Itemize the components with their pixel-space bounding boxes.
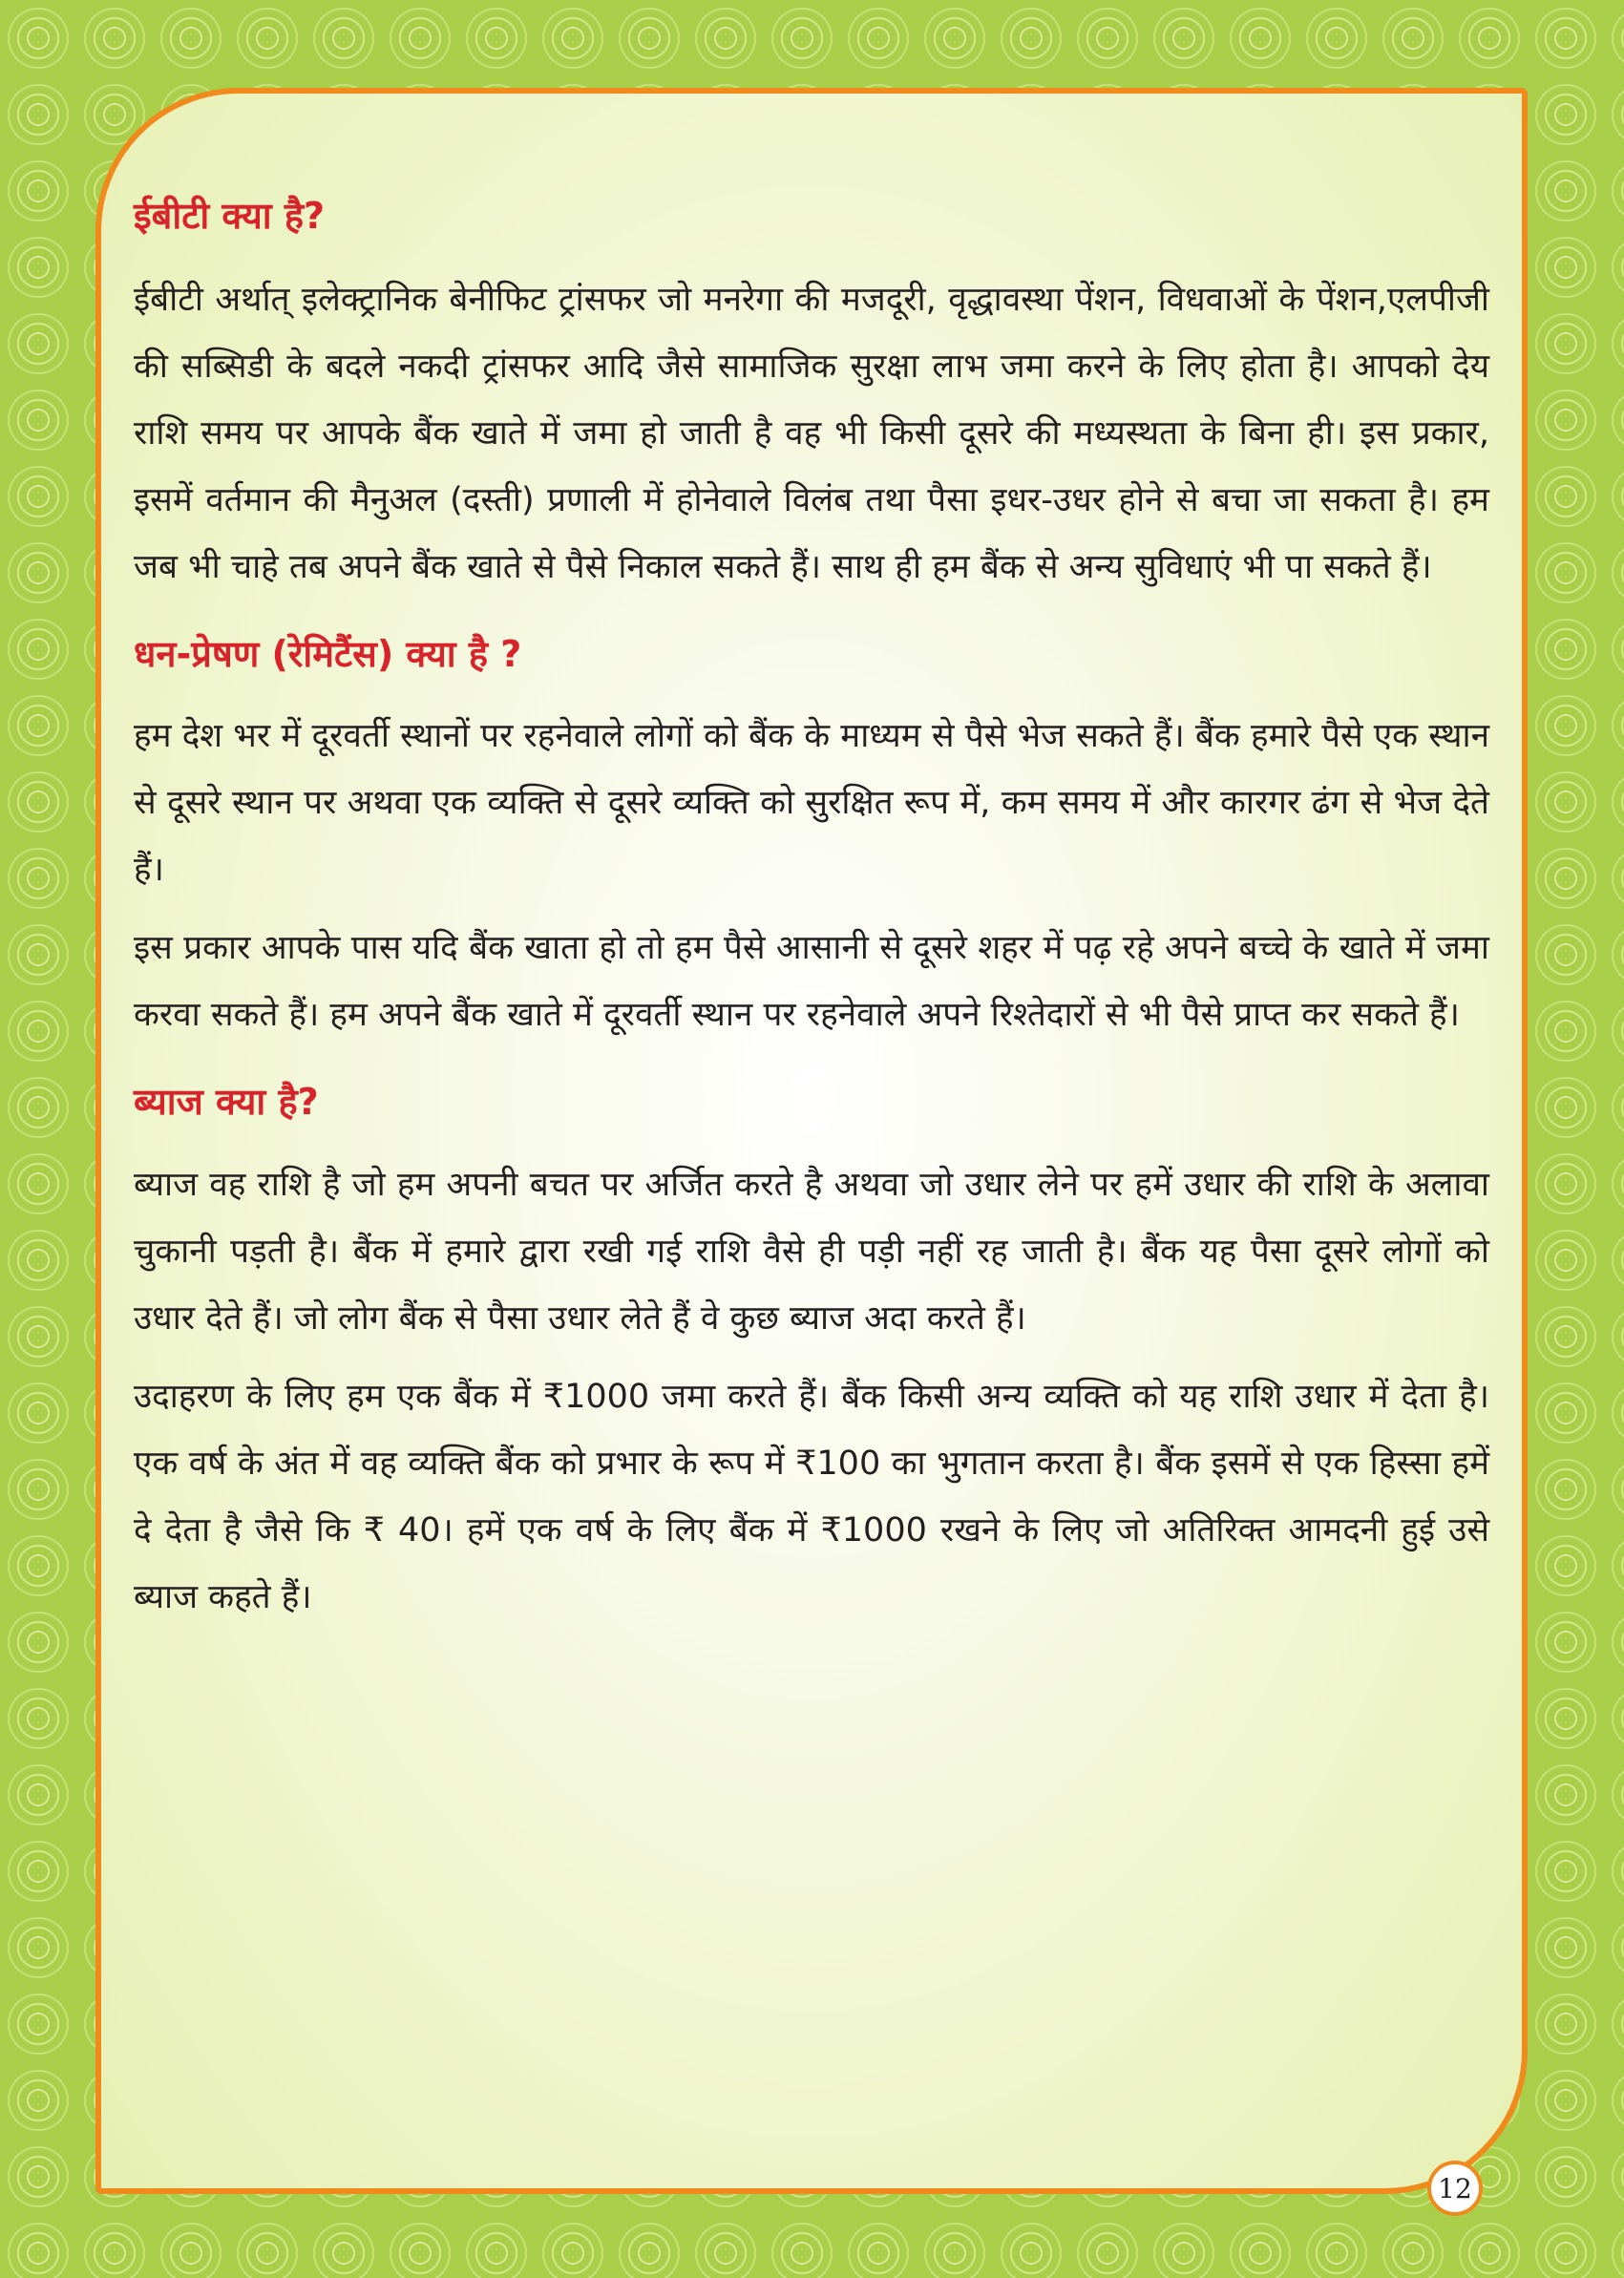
section-ebt [134,191,1489,601]
paragraph-remittance-1: हम देश भर में दूरवर्ती स्थानों पर रहनेवाले लोगों को बैंक के माध्यम से पैसे भेज सकते हैं। बैंक हमारे पैसे एक स्थान से दूसरे स्थान पर अथवा एक व्यक्ति से दूसरे व्यक्ति को सुरक्षित रूप में, कम समय में और कारगर ढंग से भेज देते हैं। [134,717,1489,890]
paragraph-remittance-2: इस प्रकार आपके पास यदि बैंक खाता हो तो हम पैसे आसानी से दूसरे शहर में पढ़ रहे अपने बच्चे के खाते में जमा करवा सकते हैं। हम अपने बैंक खाते में दूरवर्ती स्थान पर रहनेवाले अपने रिश्तेदारों से भी पैसे प्राप्त कर सकते हैं। [134,929,1489,1035]
paragraph-interest-2: उदाहरण के लिए हम एक बैंक में ₹1000 जमा करते हैं। बैंक किसी अन्य व्यक्ति को यह राशि उधार में देता है। एक वर्ष के अंत में वह व्यक्ति बैंक को प्रभार के रूप में ₹100 का भुगतान करता है। बैंक इसमें से एक हिस्सा हमें दे देता है जैसे कि ₹ 40। हमें एक वर्ष के लिए बैंक में ₹1000 रखने के लिए जो अतिरिक्त आमदनी हुई उसे ब्याज कहते हैं। [134,1377,1489,1616]
heading-ebt: ईबीटी क्या है? [134,195,326,237]
paragraph-interest-1: ब्याज वह राशि है जो हम अपनी बचत पर अर्जित करते है अथवा जो उधार लेने पर हमें उधार की राशि के अलावा चुकानी पड़ती है। बैंक में हमारे द्वारा रखी गई राशि वैसे ही पड़ी नहीं रह जाती है। बैंक यह पैसा दूसरे लोगों को उधार देते हैं। जो लोग बैंक से पैसा उधार लेते हैं वे कुछ ब्याज अदा करते हैं। [134,1165,1489,1338]
page-number: 12 [1427,2161,1483,2216]
heading-interest: ब्याज क्या है? [134,1081,319,1124]
heading-remittance: धन-प्रेषण (रेमिटैंस) क्या है ? [134,633,522,676]
section-remittance [134,629,1489,1048]
page-content [134,191,1489,1631]
paragraph-ebt: ईबीटी अर्थात् इलेक्ट्रानिक बेनीफिट ट्रांसफर जो मनरेगा की मजदूरी, वृद्धावस्था पेंशन, विधवाओं के पेंशन,एलपीजी की सब्सिडी के बदले नकदी ट्रांसफर आदि जैसे सामाजिक सुरक्षा लाभ जमा करने के लिए होता है। आपको देय राशि समय पर आपके बैंक खाते में जमा हो जाती है वह भी किसी दूसरे की मध्यस्थता के बिना ही। इस प्रकार, इसमें वर्तमान की मैनुअल (दस्ती) प्रणाली में होनेवाले विलंब तथा पैसा इधर-उधर होने से बचा जा सकता है। हम जब भी चाहे तब अपने बैंक खाते से पैसे निकाल सकते हैं। साथ ही हम बैंक से अन्य सुविधाएं भी पा सकते हैं। [134,281,1489,587]
section-interest [134,1077,1489,1630]
